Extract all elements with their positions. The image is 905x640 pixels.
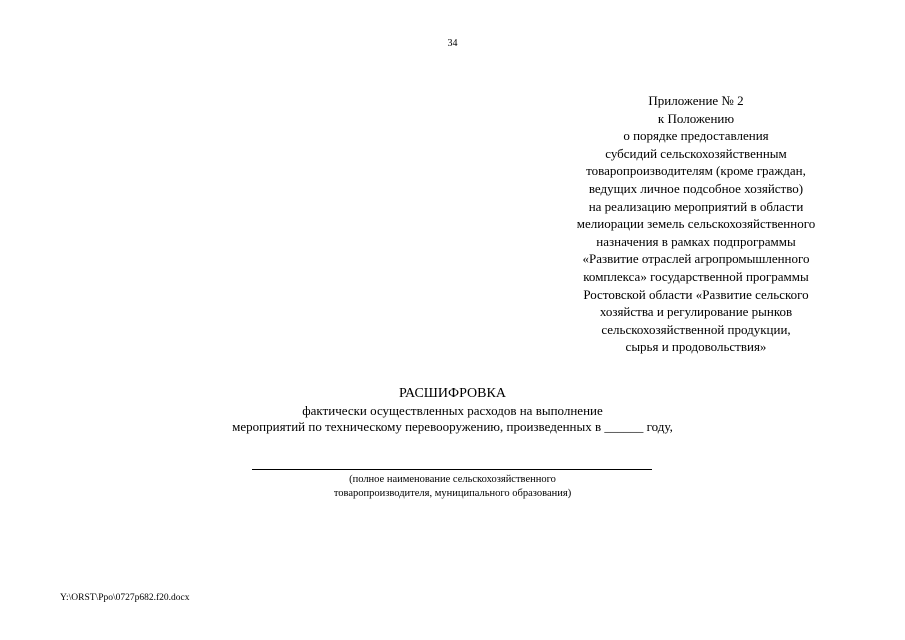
appendix-header — [540, 92, 852, 356]
appendix-line: к Положению — [657, 110, 735, 126]
appendix-line: о порядке предоставления — [623, 128, 769, 144]
caption-line: товаропроизводителя, муниципального образования) — [333, 488, 572, 499]
fill-in-line — [252, 469, 652, 470]
caption-line: (полное наименование сельскохозяйственного — [349, 474, 556, 485]
appendix-line: субсидий сельскохозяйственным — [605, 145, 787, 161]
appendix-line: товаропроизводителям (кроме граждан, — [586, 163, 806, 179]
appendix-line: хозяйства и регулирование рынков — [599, 304, 793, 320]
document-subtitle-line: мероприятий по техническому перевооружению, произведенных в ______ году, — [232, 419, 673, 434]
appendix-line: Приложение № 2 — [648, 93, 744, 108]
appendix-line: мелиорации земель сельскохозяйственного — [576, 216, 816, 232]
fill-in-caption — [0, 473, 905, 501]
appendix-line: на реализацию мероприятий в области — [588, 198, 804, 214]
appendix-line: сельскохозяйственной продукции, — [601, 321, 791, 337]
appendix-line: сырья и продовольствия» — [625, 339, 767, 355]
appendix-line: ведущих личное подсобное хозяйство) — [588, 180, 804, 196]
appendix-line: «Развитие отраслей агропромышленного — [582, 251, 810, 267]
document-subtitle-line: фактически осуществленных расходов на выполнение — [302, 403, 603, 418]
appendix-line: Ростовской области «Развитие сельского — [583, 286, 809, 302]
footer-file-path: Y:\ORST\Ppo\0727p682.f20.docx — [60, 593, 190, 603]
document-title-block — [0, 385, 905, 435]
appendix-line: комплекса» государственной программы — [583, 268, 809, 284]
page-number: 34 — [447, 38, 458, 49]
appendix-line: назначения в рамках подпрограммы — [596, 233, 796, 249]
document-title: РАСШИФРОВКА — [399, 386, 506, 401]
